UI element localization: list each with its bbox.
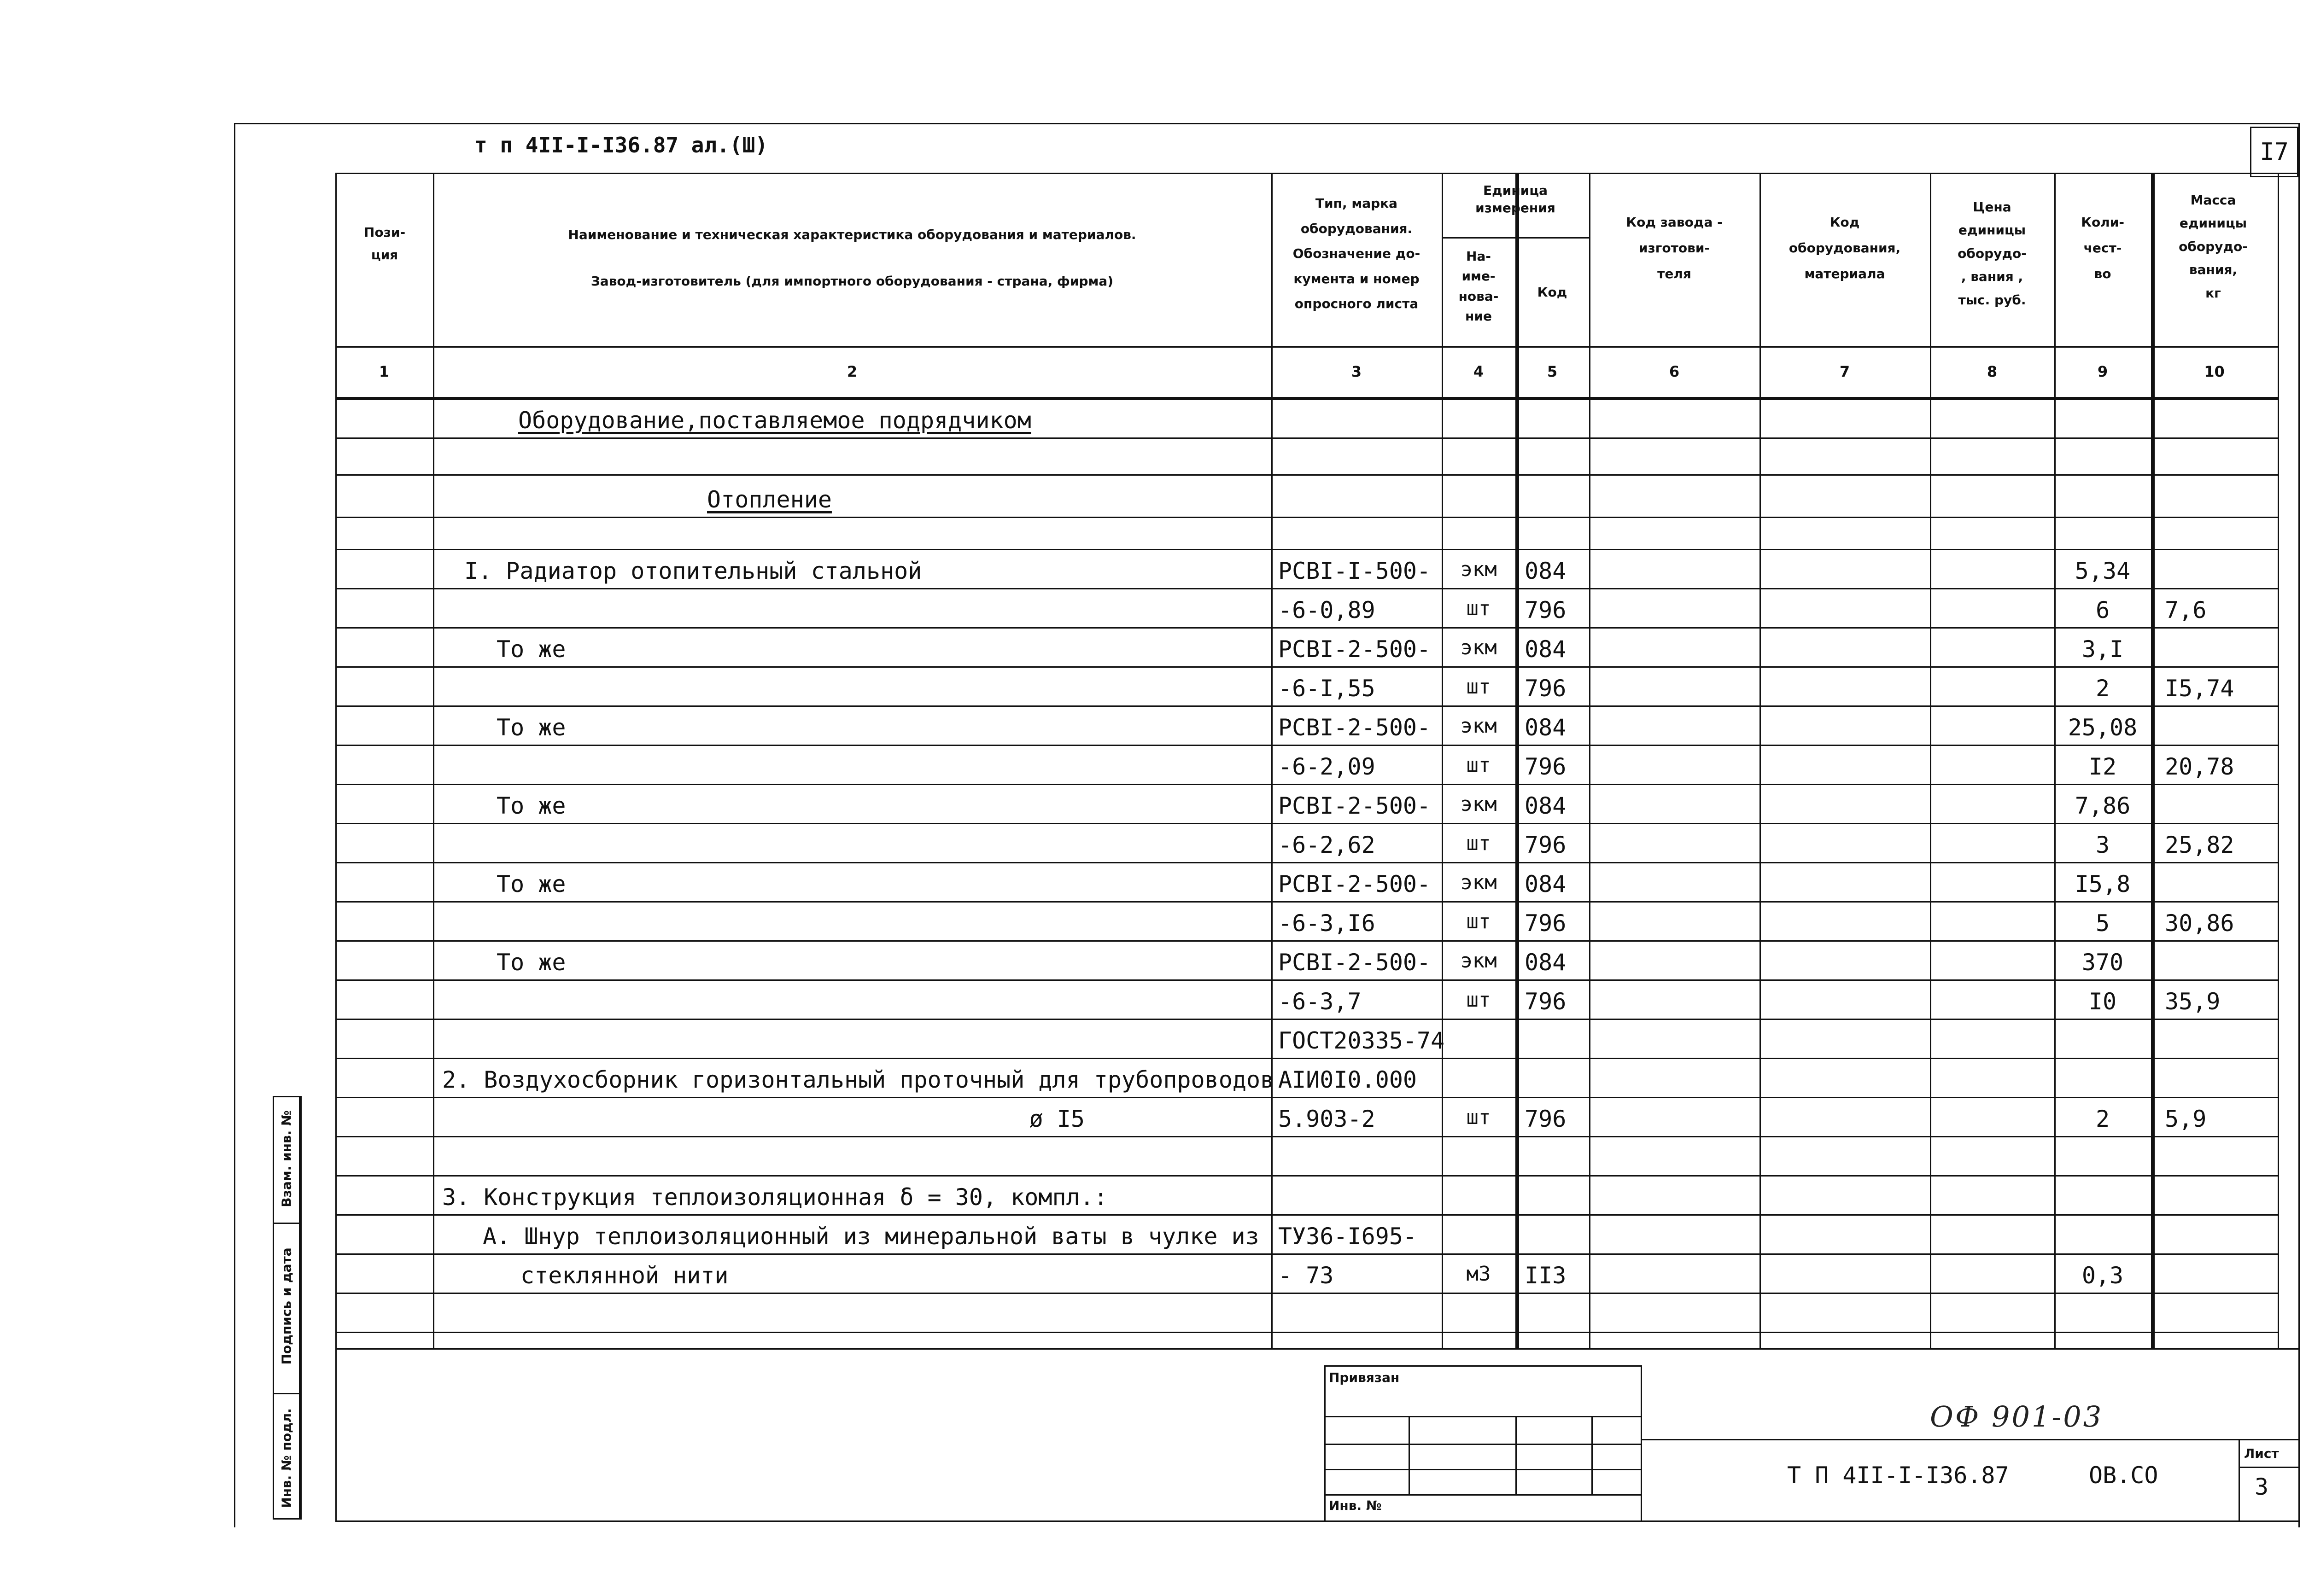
row-unit-name: экм [1460,871,1497,894]
row-name: То же [497,792,566,819]
frame-right-line [2298,123,2300,1527]
row-line [335,1058,2278,1059]
row-quantity: I2 [2088,753,2117,780]
table-top-line [335,173,2298,174]
row-unit-name: экм [1460,792,1497,816]
header-unit-group: Единица измерения [1475,183,1555,216]
handwritten-note: ОФ 901-03 [1930,1400,2104,1433]
row-unit-name: шт [1466,753,1491,777]
header-position: Пози- ция [363,225,406,262]
row-quantity: 5 [2095,910,2110,937]
row-line [335,474,2278,476]
row-unit-name: экм [1460,558,1497,581]
column-number-8: 8 [1987,363,1998,380]
row-name: То же [497,871,566,897]
row-type-designation: РСВI-2-500- [1278,949,1431,976]
column-number-bottom-line [335,397,2278,400]
row-quantity: 3,I [2081,636,2124,663]
header-equipment-code: Код оборудования, материала [1789,215,1901,281]
row-quantity: 5,34 [2075,558,2131,584]
row-unit-mass: 30,86 [2165,910,2234,937]
bottom-doc-code: Т П 4II-I-I36.87 [1787,1462,2009,1489]
row-name: стеклянной нити [520,1262,729,1289]
row-unit-code: 796 [1525,832,1567,858]
row-unit-mass: 5,9 [2165,1106,2207,1132]
row-line [335,1253,2278,1255]
column-number-5: 5 [1547,363,1558,380]
row-quantity: 0,3 [2081,1262,2124,1289]
row-name: А. Шнур теплоизоляционный из минеральной ваты в чулке из [483,1223,1259,1250]
header-quantity: Коли- чест- во [2081,215,2124,281]
sheet-label: Лист [2244,1446,2279,1461]
row-unit-name: экм [1460,636,1497,659]
row-line [335,1293,2278,1294]
row-line [335,1136,2278,1137]
row-type-designation: -6-3,I6 [1278,910,1375,937]
column-number-3: 3 [1351,363,1362,380]
header-unit-price: Цена единицы оборудо- , вания , тыс. руб. [1958,199,2027,308]
row-line [335,705,2278,707]
row-unit-code: II3 [1525,1262,1567,1289]
column-line-4 [1515,173,1519,1348]
row-line [335,549,2278,550]
row-line [335,1097,2278,1098]
row-unit-name: шт [1466,1106,1491,1129]
row-name: Оборудование,поставляемое подрядчиком [518,407,1031,434]
column-line-1 [433,173,434,1348]
attached-line-2 [1324,1444,1642,1445]
row-unit-name: шт [1466,832,1491,855]
left-stamp-replace-inv: Взам. инв. № [279,1110,294,1207]
attached-label: Привязан [1329,1370,1400,1385]
inv-label: Инв. № [1329,1498,1382,1513]
column-line-9 [2151,173,2155,1348]
row-unit-mass: 35,9 [2165,988,2221,1015]
row-name: 2. Воздухосборник горизонтальный проточный для трубопроводов [442,1066,1274,1093]
header-unit-mass: Масса единицы оборудо- вания, кг [2179,192,2248,301]
header-type: Тип, марка оборудования. Обозначение до- кумента и номер опросного листа [1292,196,1420,312]
row-line [335,627,2278,629]
left-stamp-original-inv: Инв. № подл. [279,1408,294,1508]
left-stamp-right-line [300,1096,302,1520]
row-line [335,901,2278,903]
sheet-number-top-box [2250,127,2298,177]
row-type-designation: 5.903-2 [1278,1106,1375,1132]
row-unit-name: шт [1466,675,1491,699]
row-quantity: 370 [2081,949,2124,976]
row-unit-name: шт [1466,597,1491,620]
row-unit-name: экм [1460,949,1497,973]
frame-left-line [234,123,235,1527]
row-line [335,1214,2278,1216]
row-unit-code: 796 [1525,597,1567,623]
row-unit-mass: 20,78 [2165,753,2234,780]
column-number-10: 10 [2204,363,2225,380]
row-type-designation: ТУ36-I695- [1278,1223,1417,1250]
row-quantity: 6 [2095,597,2110,623]
row-name: То же [497,714,566,741]
row-unit-code: 084 [1525,871,1567,897]
row-line [335,1332,2278,1333]
row-line [335,517,2278,518]
column-number-1: 1 [379,363,390,380]
column-line-5 [1589,173,1590,1348]
row-type-designation: РСВI-2-500- [1278,792,1431,819]
row-unit-name: шт [1466,988,1491,1012]
row-quantity: 2 [2095,675,2110,702]
row-unit-code: 796 [1525,753,1567,780]
frame-top-line [234,123,2299,124]
title-block-bottom-line [335,1520,2298,1522]
row-unit-code: 796 [1525,910,1567,937]
row-type-designation: -6-2,09 [1278,753,1375,780]
row-quantity: 25,08 [2068,714,2138,741]
row-line [335,666,2278,668]
row-line [335,1019,2278,1020]
sheet-box-divider [2239,1467,2298,1468]
header-unit-code: Код [1537,285,1567,300]
row-unit-code: 084 [1525,558,1567,584]
column-number-4: 4 [1473,363,1484,380]
row-line [335,823,2278,824]
row-type-designation: -6-2,62 [1278,832,1375,858]
row-type-designation: -6-3,7 [1278,988,1362,1015]
row-line [335,940,2278,942]
row-name: То же [497,636,566,663]
row-unit-code: 796 [1525,988,1567,1015]
row-name: 3. Конструкция теплоизоляционная δ = 30, компл.: [442,1184,1108,1211]
row-quantity: 2 [2095,1106,2110,1132]
row-type-designation: РСВI-2-500- [1278,636,1431,663]
row-name: ø I5 [1029,1106,1085,1132]
column-line-2 [1271,173,1273,1348]
bottom-doc-mark: ОВ.СО [2089,1462,2158,1489]
row-line [335,979,2278,981]
row-unit-name: м3 [1466,1262,1491,1286]
attached-line-3 [1324,1469,1642,1470]
row-type-designation: -6-0,89 [1278,597,1375,623]
column-line-0 [335,173,337,1348]
row-line [335,862,2278,863]
row-quantity: I0 [2088,988,2117,1015]
sheet-number-top: I7 [2260,138,2289,166]
left-stamp-signature-date: Подпись и дата [279,1247,294,1365]
row-unit-code: 084 [1525,714,1567,741]
row-unit-mass: I5,74 [2165,675,2234,702]
header-unit-divider [1442,237,1589,239]
row-line [335,1175,2278,1177]
row-type-designation: РСВI-2-500- [1278,714,1431,741]
row-unit-code: 796 [1525,1106,1567,1132]
row-type-designation: РСВI-2-500- [1278,871,1431,897]
column-number-6: 6 [1669,363,1680,380]
header-name: Наименование и техническая характеристика оборудования и материалов. Завод-изготовитель (для импортного оборудования - страна, фирма) [568,227,1136,289]
column-line-10 [2278,173,2279,1348]
row-line [335,784,2278,785]
row-unit-name: экм [1460,714,1497,738]
row-unit-code: 084 [1525,949,1567,976]
sheet-box-left-line [2239,1439,2240,1522]
row-unit-name: шт [1466,910,1491,933]
attached-vline-2 [1515,1416,1517,1494]
column-number-7: 7 [1839,363,1850,380]
row-type-designation: - 73 [1278,1262,1334,1289]
row-line [335,745,2278,746]
title-block-top-line [335,1348,2298,1350]
header-bottom-line [335,346,2278,348]
attached-line-1 [1324,1416,1642,1417]
attached-vline-1 [1409,1416,1410,1494]
header-unit-name: На- име- нова- ние [1458,249,1499,324]
main-stamp-top-line [1642,1439,2298,1440]
doc-code-top: т п 4II-I-I36.87 ал.(Ш) [474,133,768,157]
row-unit-code: 084 [1525,636,1567,663]
column-line-6 [1759,173,1761,1348]
row-line [335,437,2278,439]
column-number-9: 9 [2097,363,2108,380]
row-type-designation: -6-I,55 [1278,675,1375,702]
row-unit-mass: 25,82 [2165,832,2234,858]
row-unit-mass: 7,6 [2165,597,2207,623]
row-type-designation: РСВI-I-500- [1278,558,1431,584]
row-quantity: 3 [2095,832,2110,858]
row-name: I. Радиатор отопительный стальной [464,558,922,584]
row-quantity: I5,8 [2075,871,2131,897]
row-name: То же [497,949,566,976]
row-name: Отопление [707,486,832,513]
column-number-2: 2 [847,363,858,380]
header-factory-code: Код завода - изготови- теля [1626,215,1723,281]
row-type-designation: ГОСТ20335-74 [1278,1027,1445,1054]
row-unit-code: 796 [1525,675,1567,702]
attached-vline-3 [1591,1416,1593,1494]
attached-line-4 [1324,1494,1642,1496]
sheet-number: 3 [2255,1474,2269,1500]
row-type-designation: АIИ0I0.000 [1278,1066,1417,1093]
row-line [335,588,2278,589]
row-quantity: 7,86 [2075,792,2131,819]
column-line-7 [1930,173,1931,1348]
row-unit-code: 084 [1525,792,1567,819]
